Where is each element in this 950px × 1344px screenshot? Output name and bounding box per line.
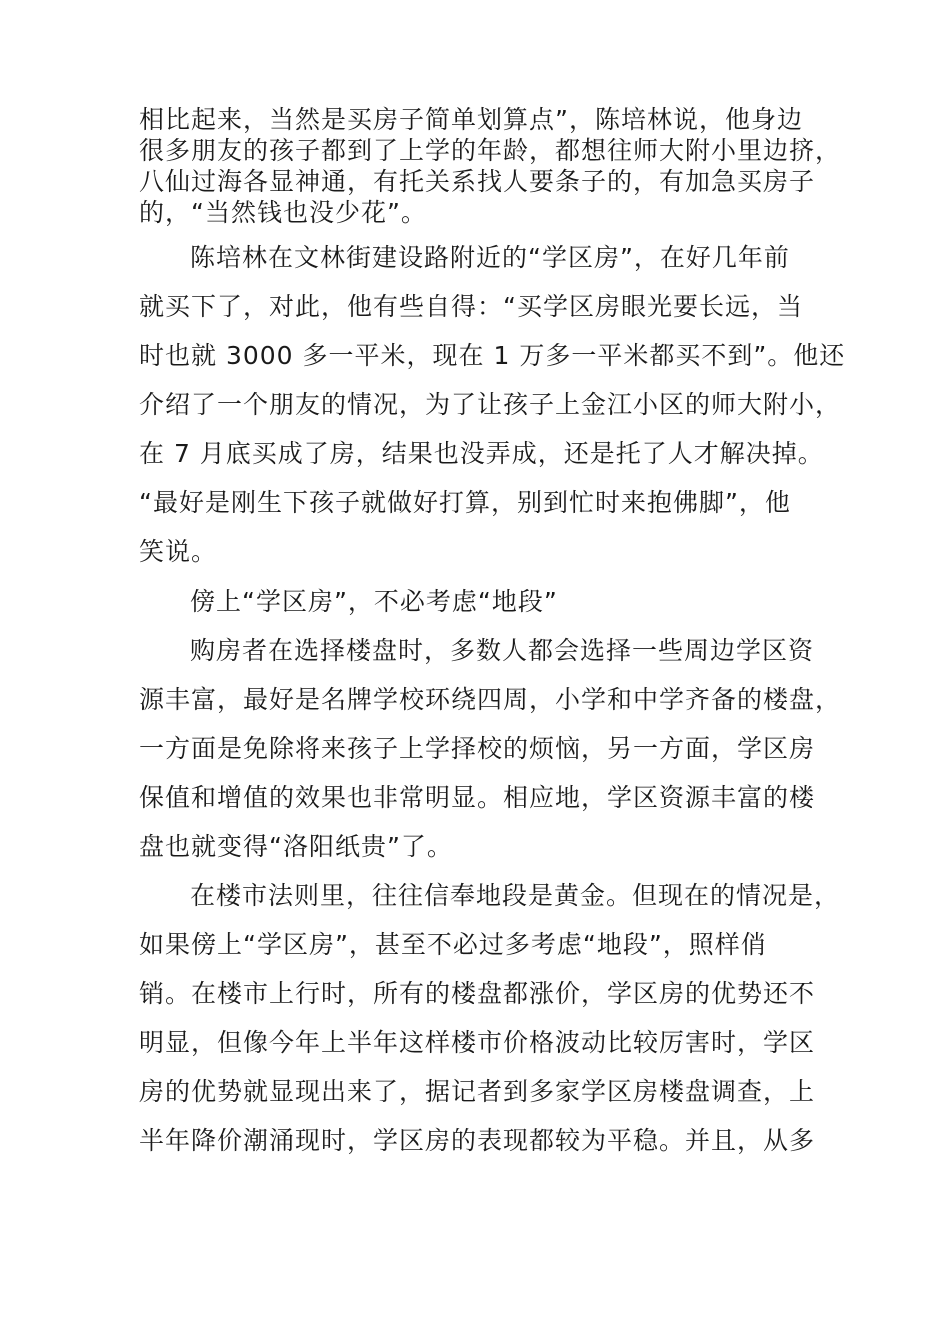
paragraph-line: 八仙过海各显神通，有托关系找人要条子的，有加急买房子 [139,167,816,196]
paragraph-line: 介绍了一个朋友的情况，为了让孩子上金江小区的师大附小， [139,390,842,419]
paragraph-line: 一方面是免除将来孩子上学择校的烦恼，另一方面，学区房 [139,734,816,763]
section-heading-text: 傍上“学区房”，不必考虑“地段” [190,587,558,616]
paragraph-line: 的，“当然钱也没少花”。 [139,198,427,227]
paragraph-market-rules [139,871,841,1165]
paragraph-line: 在楼市法则里，往往信奉地段是黄金。但现在的情况是， [190,881,841,910]
paragraph-line: 半年降价潮涌现时，学区房的表现都较为平稳。并且，从多 [139,1126,816,1155]
paragraph-line: 房的优势就显现出来了，据记者到多家学区房楼盘调查，上 [139,1077,816,1106]
paragraph-line: 保值和增值的效果也非常明显。相应地，学区资源丰富的楼 [139,783,816,812]
paragraph-line: 时也就 3000 多一平米，现在 1 万多一平米都买不到”。他还 [139,341,846,370]
paragraph-line: 就买下了，对此，他有些自得：“买学区房眼光要长远，当 [139,292,803,321]
paragraph-line: 明显，但像今年上半年这样楼市价格波动比较厉害时，学区 [139,1028,816,1057]
paragraph-line: 陈培林在文林街建设路附近的“学区房”，在好几年前 [190,243,790,272]
paragraph-line: 如果傍上“学区房”，甚至不必过多考虑“地段”，照样俏 [139,930,767,959]
paragraph-line: 笑说。 [139,537,218,566]
paragraph-line: 购房者在选择楼盘时，多数人都会选择一些周边学区资 [190,636,815,665]
paragraph-chen-peilin [139,233,846,576]
paragraph-buyers [139,626,842,871]
paragraph-line: 相比起来，当然是买房子简单划算点”，陈培林说，他身边 [139,105,803,134]
paragraph-line: 很多朋友的孩子都到了上学的年龄，都想往师大附小里边挤， [139,136,842,165]
paragraph-line: 在 7 月底买成了房，结果也没弄成，还是托了人才解决掉。 [139,439,824,468]
paragraph-line: 盘也就变得“洛阳纸贵”了。 [139,832,453,861]
paragraph-line: 销。在楼市上行时，所有的楼盘都涨价，学区房的优势还不 [139,979,816,1008]
paragraph-continuation [139,104,842,228]
paragraph-line: “最好是刚生下孩子就做好打算，别到忙时来抱佛脚”，他 [139,488,791,517]
paragraph-line: 源丰富，最好是名牌学校环绕四周，小学和中学齐备的楼盘， [139,685,842,714]
section-heading [139,577,825,626]
